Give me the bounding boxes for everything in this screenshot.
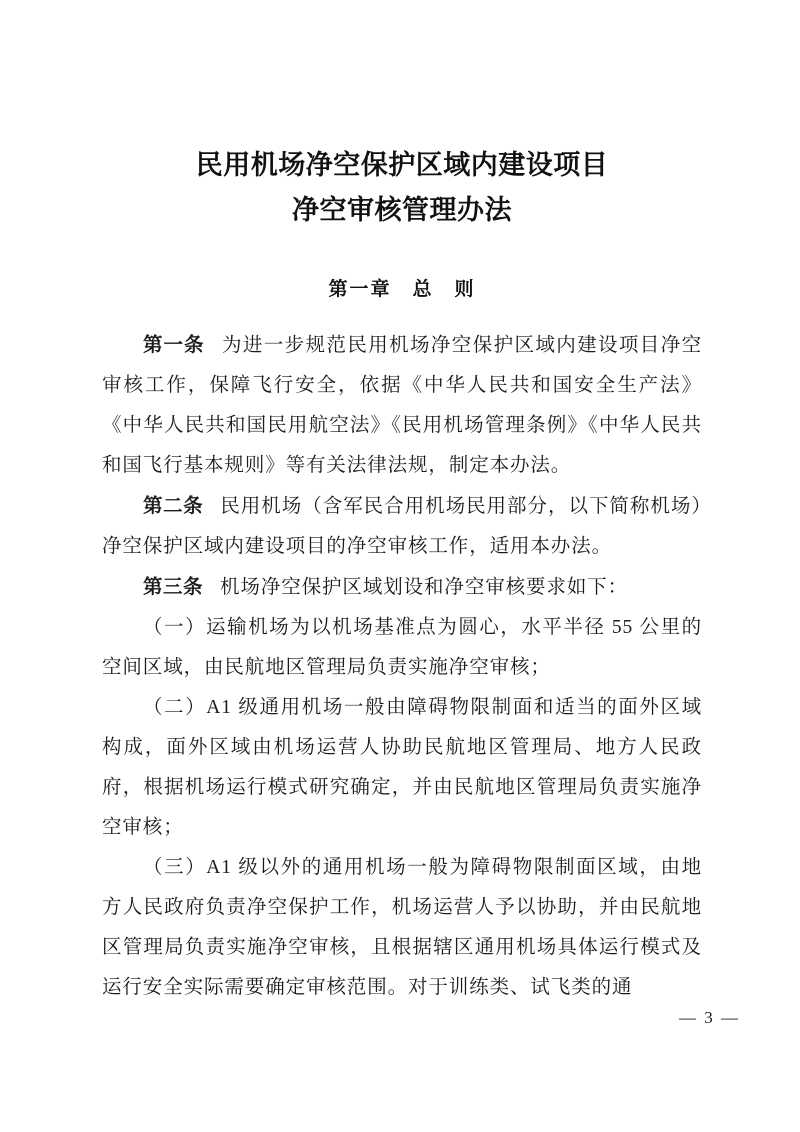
article-paragraph-1 [102,325,702,486]
article-paragraph-3 [102,567,702,608]
list-item-2: （二）A1 级通用机场一般由障碍物限制面和适当的面外区域构成，面外区域由机场运营人协助民航地区管理局、地方人民政府，根据机场运行模式研究确定，并由民航地区管理局负责实施净空审核； [102,697,702,838]
article-text-3: 机场净空保护区域划设和净空审核要求如下： [220,577,629,598]
article-label-1: 第一条 [143,334,205,356]
document-body [102,0,702,1008]
document-title-line-2: 净空审核管理办法 [292,195,512,225]
article-label-3: 第三条 [143,576,204,598]
article-paragraph-2 [102,486,702,567]
list-item-1: （一）运输机场为以机场基准点为圆心，水平半径 55 公里的空间区域，由民航地区管理局负责实施净空审核； [102,617,702,678]
list-item-3: （三）A1 级以外的通用机场一般为障碍物限制面区域，由地方人民政府负责净空保护工作，机场运营人予以协助，并由民航地区管理局负责实施净空审核，且根据辖区通用机场具体运行模式及运行安全实际需要确定审核范围。对于训练类、试飞类的通 [102,857,702,998]
article-text-2: 民用机场（含军民合用机场民用部分，以下简称机场）净空保护区域内建设项目的净空审核工作，适用本办法。 [102,496,702,557]
document-title-line-1: 民用机场净空保护区域内建设项目 [195,150,609,180]
page-number: — 3 — [679,1008,740,1027]
article-text-1: 为进一步规范民用机场净空保护区域内建设项目净空审核工作，保障飞行安全，依据《中华人民共和国安全生产法》《中华人民共和国民用航空法》《民用机场管理条例》《中华人民共和国飞行基本规则》等有关法律法规，制定本办法。 [102,335,702,476]
chapter-heading: 第一章 总 则 [328,279,476,300]
article-label-2: 第二条 [143,495,204,517]
